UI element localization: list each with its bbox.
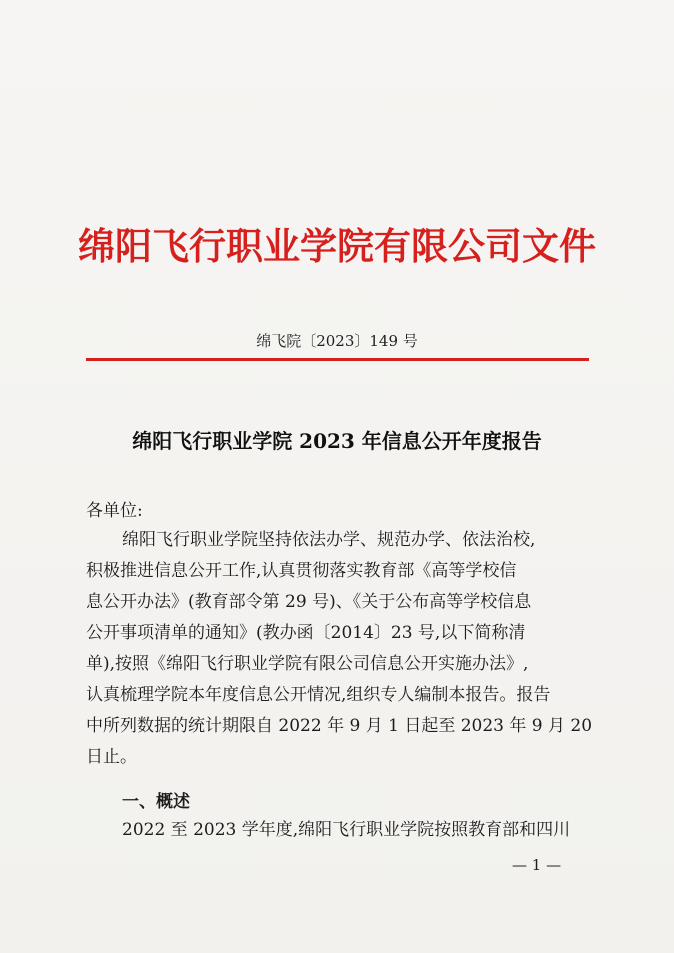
paragraph-1 [86,525,596,773]
document-header: 绵阳飞行职业学院有限公司文件 [78,225,596,268]
document-title: 绵阳飞行职业学院 2023 年信息公开年度报告 [132,429,542,453]
paragraph-line: 单),按照《绵阳飞行职业学院有限公司信息公开实施办法》, [86,654,529,674]
paragraph-line: 绵阳飞行职业学院坚持依法办学、规范办学、依法治校, [122,530,536,550]
paragraph-line: 息公开办法》(教育部令第 29 号)、《关于公布高等学校信息 [86,592,532,612]
paragraph-line: 日止。 [86,747,137,767]
salutation: 各单位: [86,501,143,521]
red-divider-line [86,358,589,361]
paragraph-line: 公开事项清单的通知》(教办函〔2014〕23 号,以下简称清 [86,623,526,643]
section-1-text: 2022 至 2023 学年度,绵阳飞行职业学院按照教育部和四川 [122,820,571,840]
section-heading-overview: 一、概述 [122,792,190,812]
page-number: — 1 — [512,856,562,874]
paragraph-line: 中所列数据的统计期限自 2022 年 9 月 1 日起至 2023 年 9 月 20 [86,716,593,736]
paragraph-line: 认真梳理学院本年度信息公开情况,组织专人编制本报告。报告 [86,685,551,705]
document-number: 绵飞院〔2023〕149 号 [256,332,418,350]
paragraph-line: 积极推进信息公开工作,认真贯彻落实教育部《高等学校信 [86,561,517,581]
